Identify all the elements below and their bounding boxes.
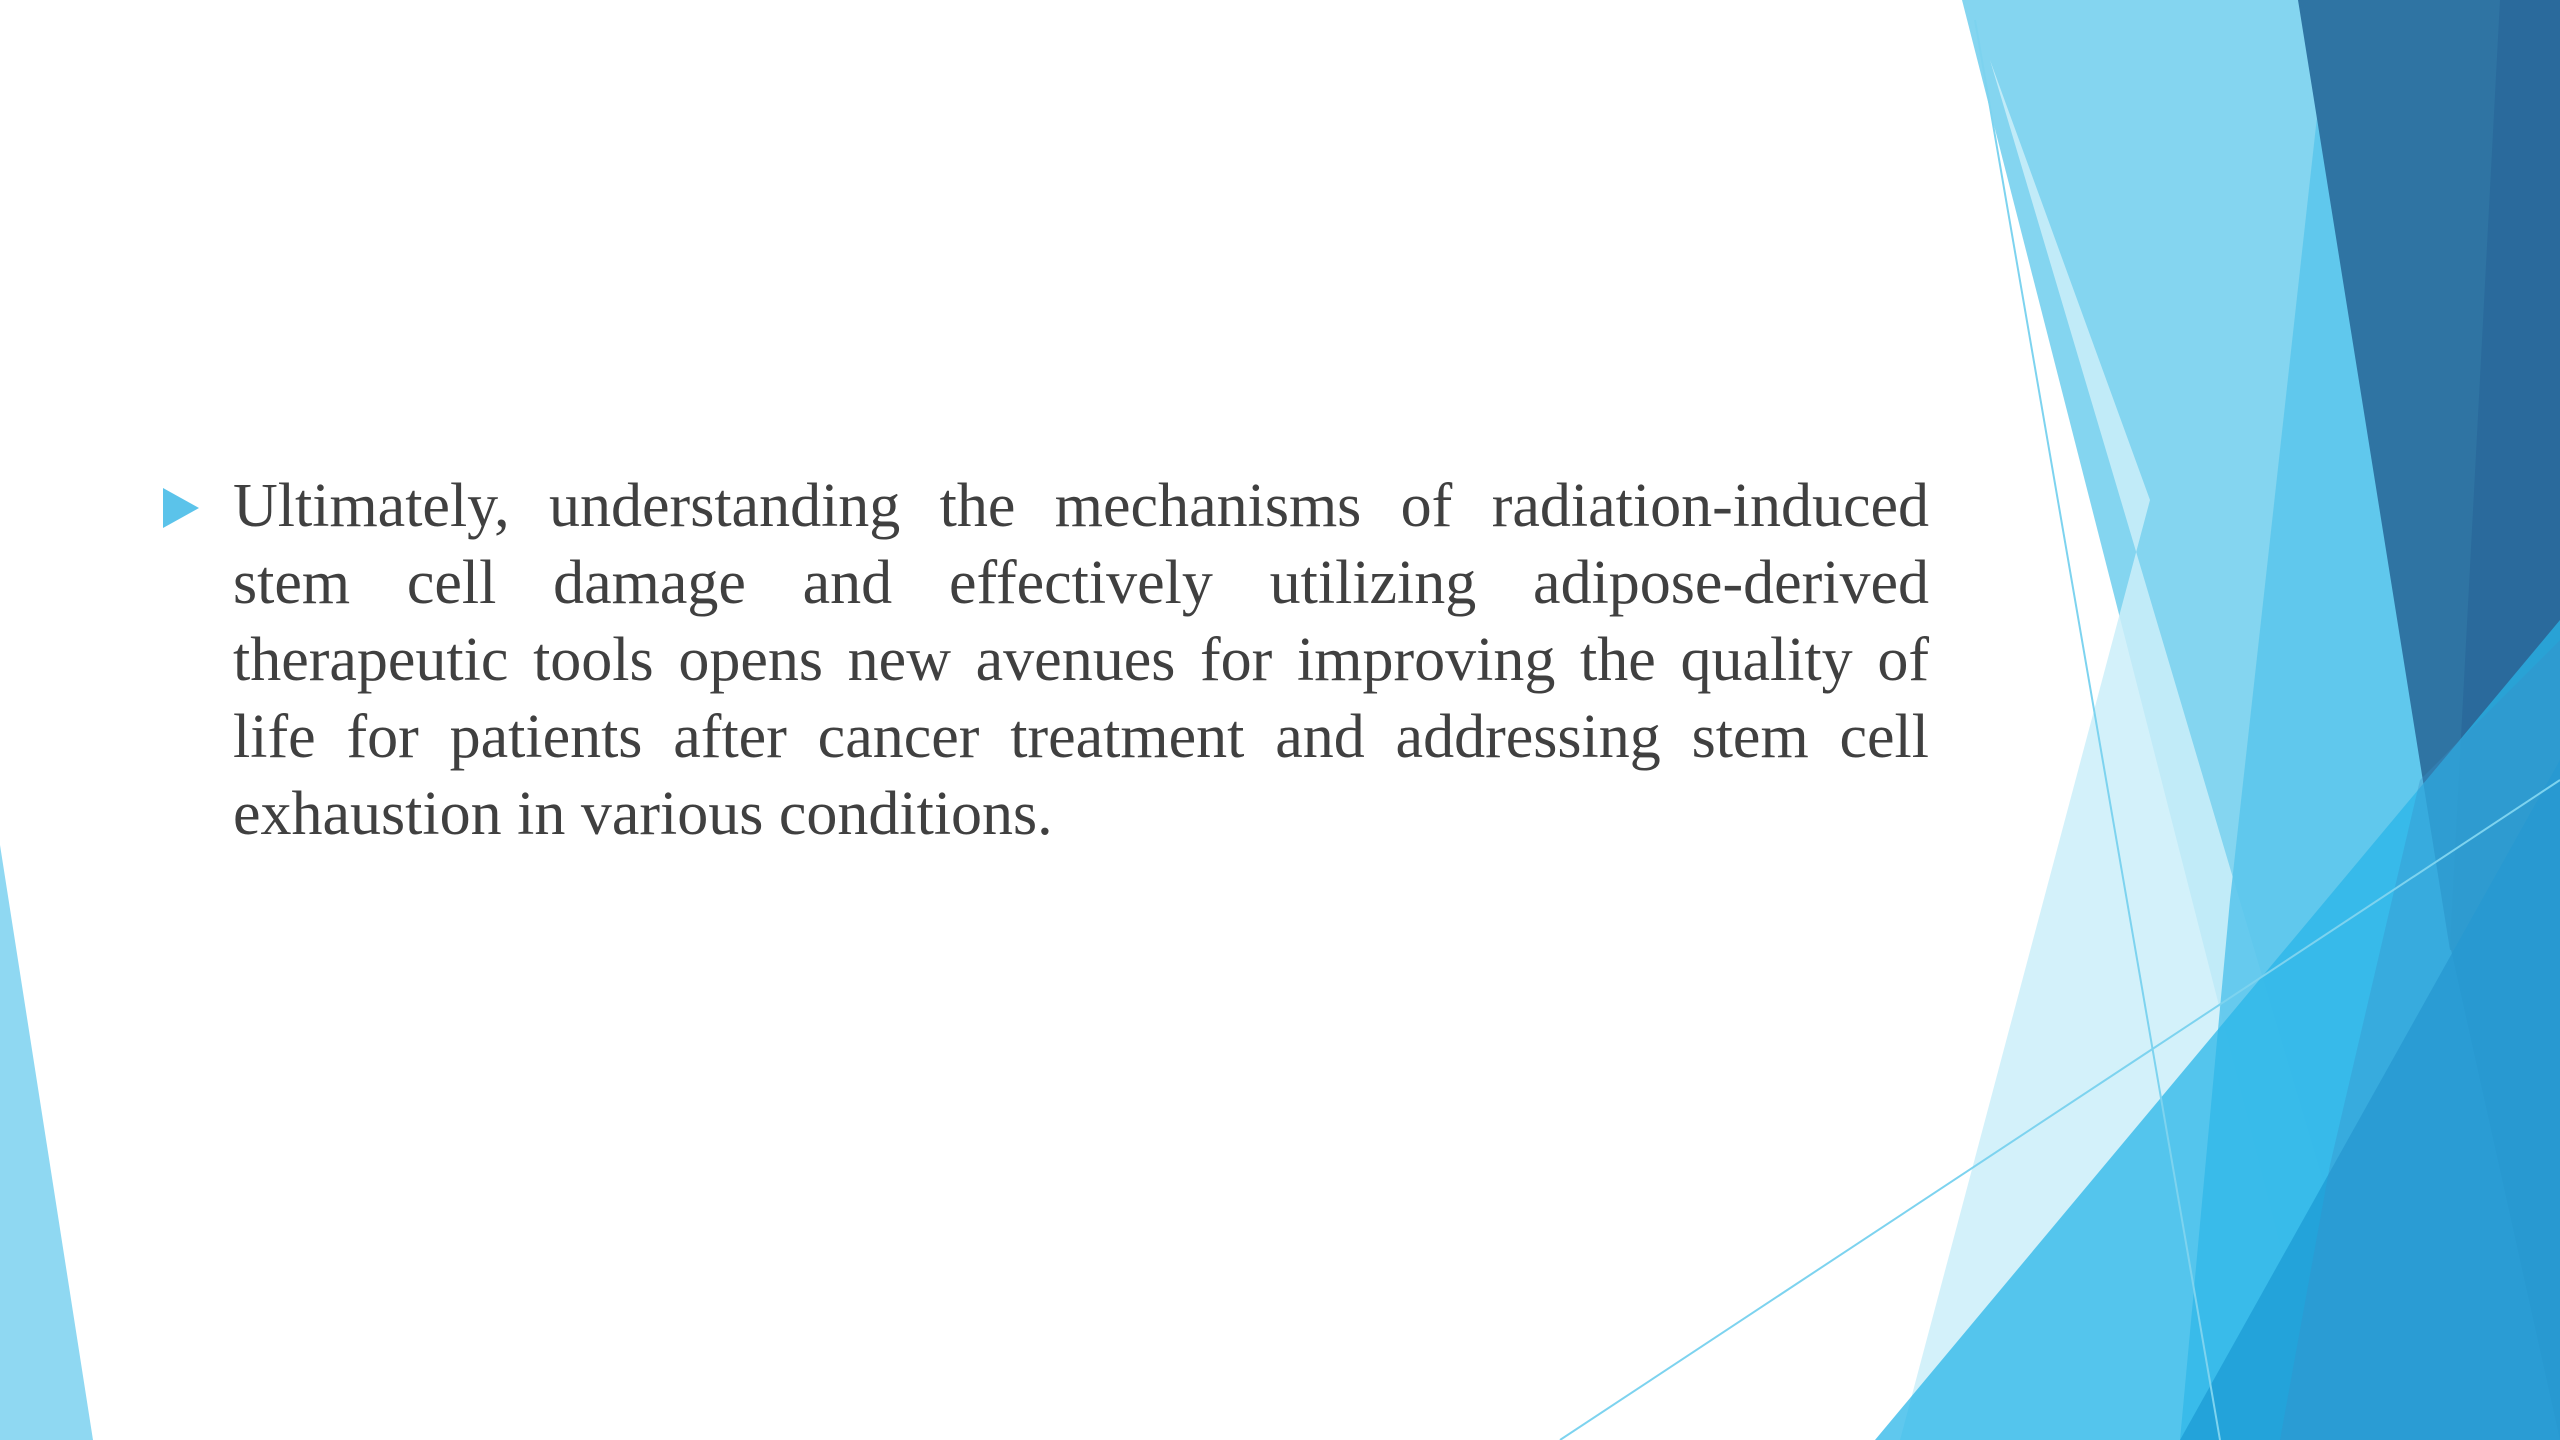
- triangle-right-icon: [163, 488, 199, 528]
- slide-content: [163, 468, 1929, 853]
- bullet-item: [163, 468, 1929, 853]
- bullet-text: Ultimately, understanding the mechanisms of radiation-induced stem cell damage and effectively utilizing adipose-derived therapeutic tools opens new avenues for improving the quality of life for patients after cancer treatment and addressing stem cell exhaustion in various conditions.: [233, 472, 1929, 848]
- left-accent-shape: [0, 845, 93, 1440]
